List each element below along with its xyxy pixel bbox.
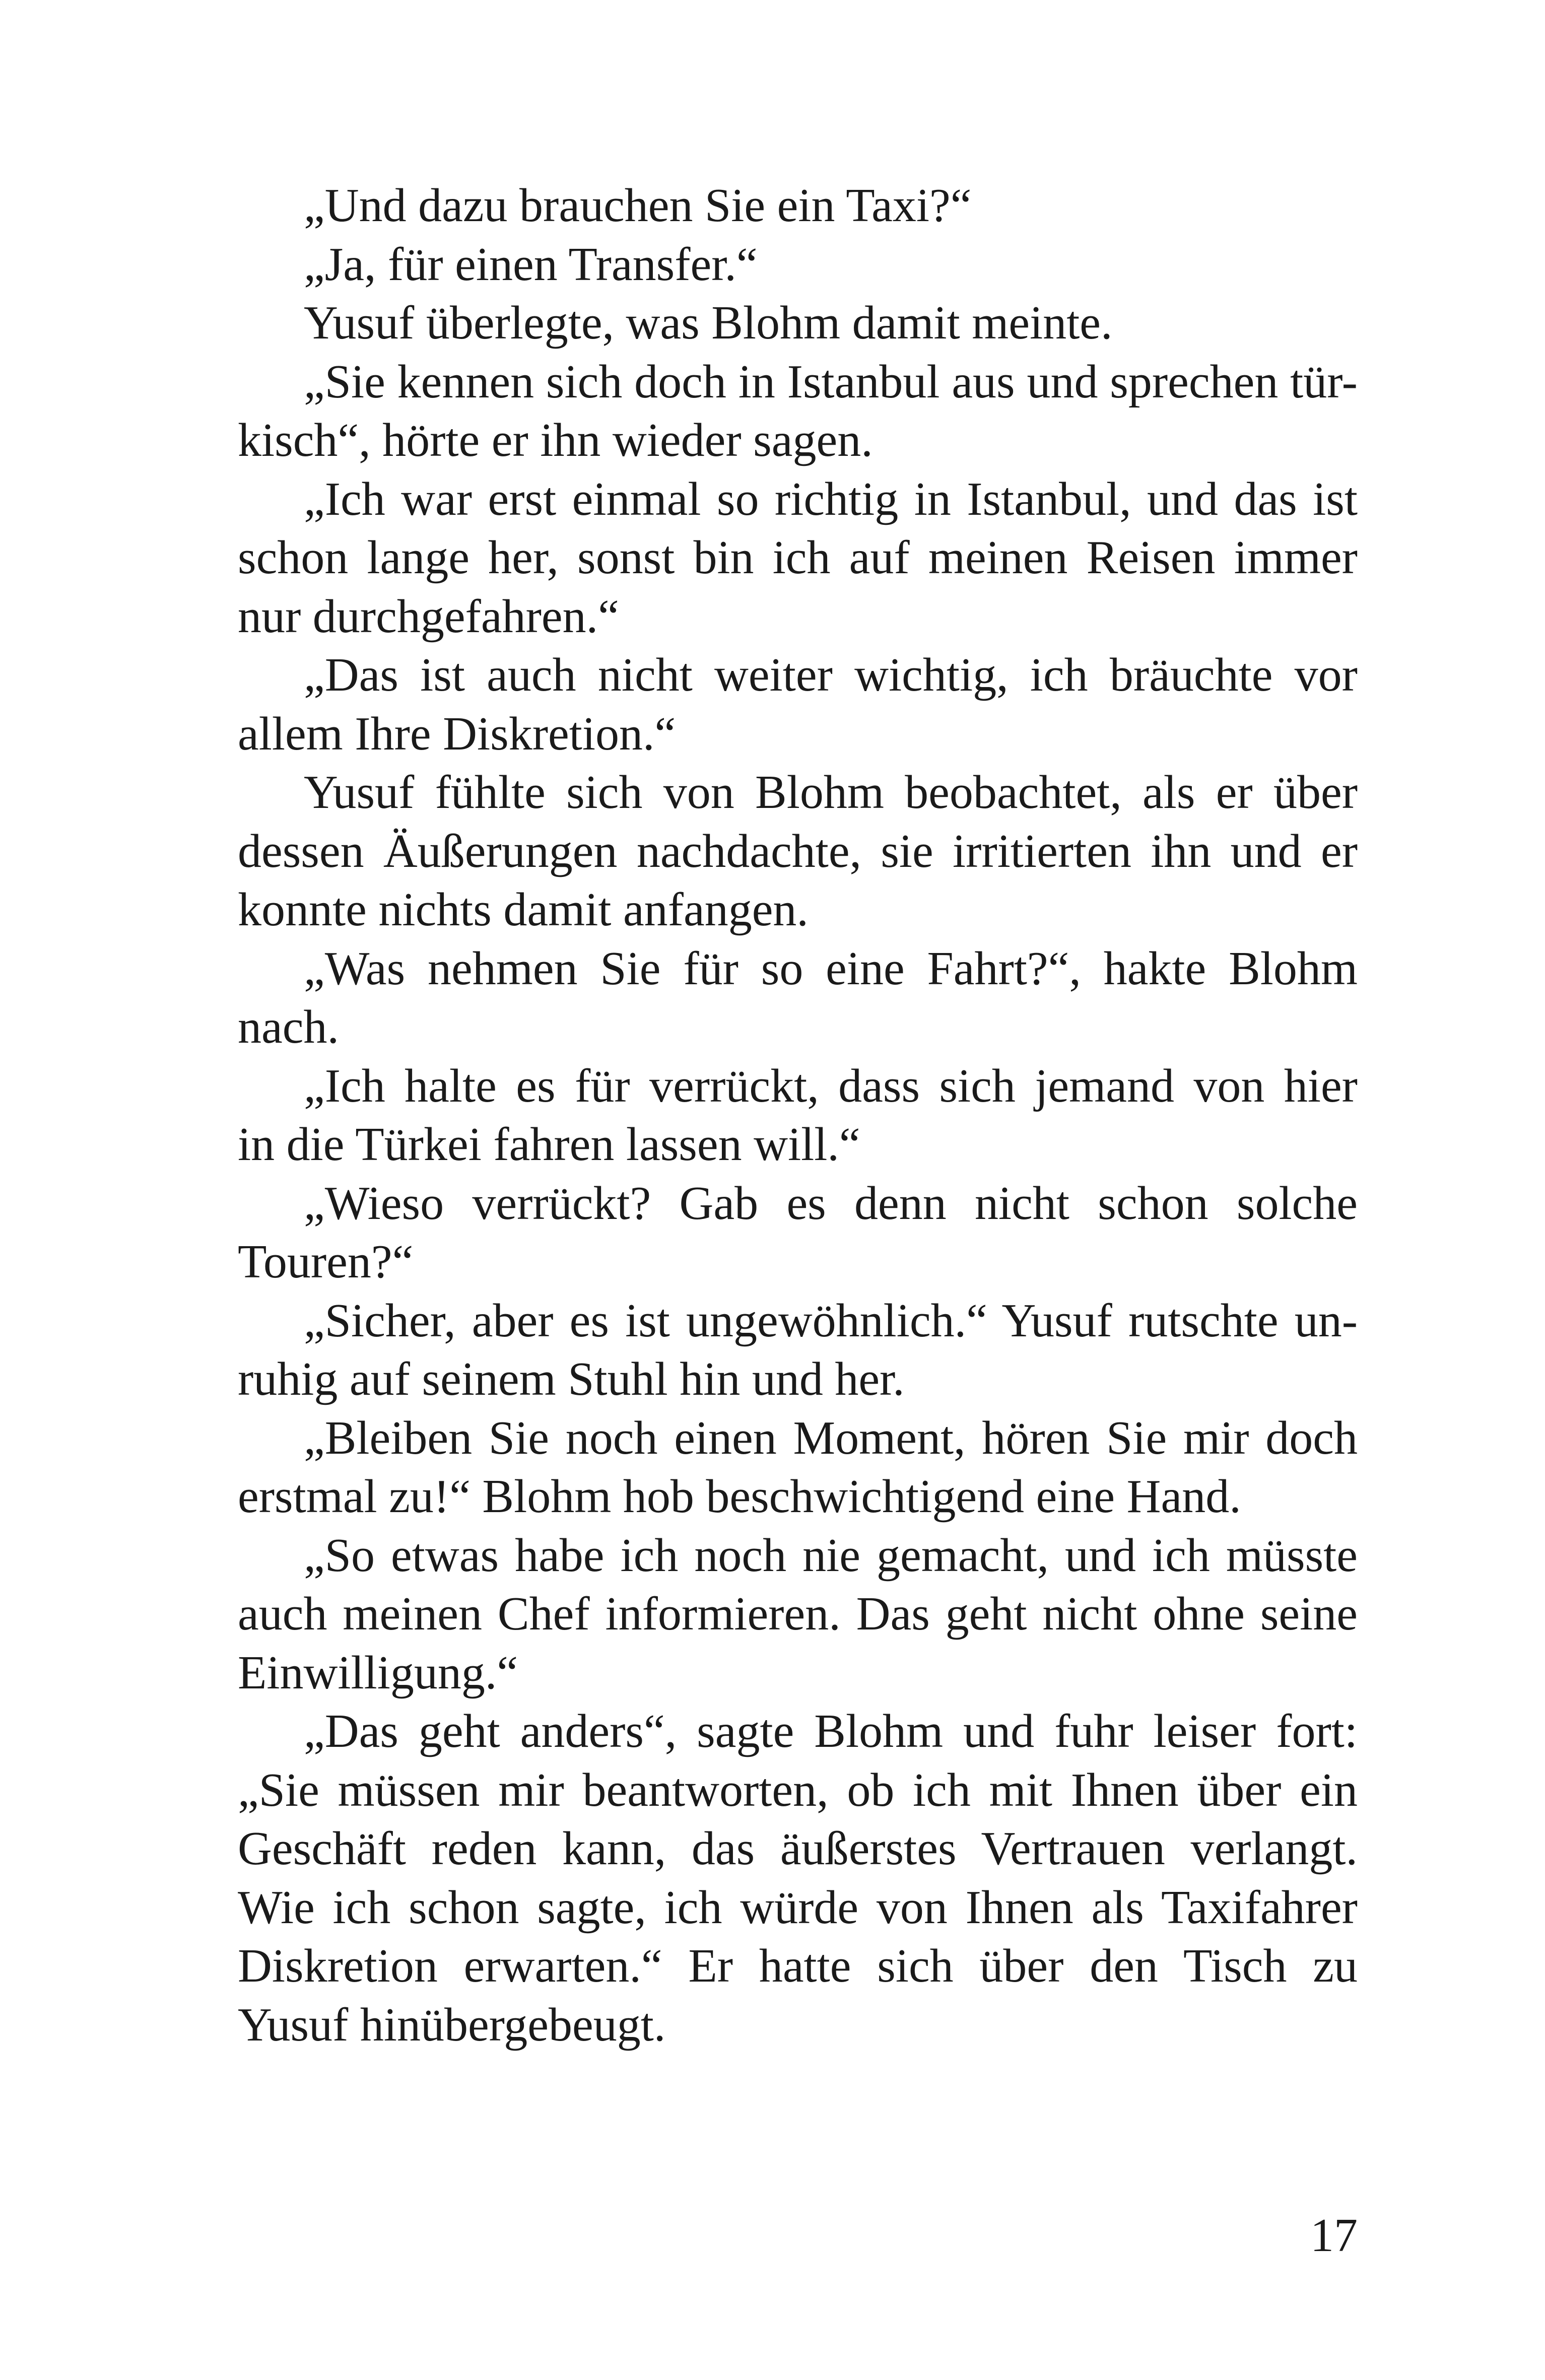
text-line: allem Ihre Diskretion.“ [238,707,676,760]
text-line: dessen Äußerungen nachdachte, sie irritierten ihn und er [238,825,1358,877]
text-line: schon lange her, sonst bin ich auf meinen Reisen immer [238,531,1358,584]
text-line: erstmal zu!“ Blohm hob beschwichtigend eine Hand. [238,1470,1241,1523]
text-line: „Ich halte es für verrückt, dass sich jemand von hier [304,1059,1358,1112]
text-line: ruhig auf seinem Stuhl hin und her. [238,1353,905,1405]
text-line: „Ja, für einen Transfer.“ [304,238,758,291]
text-line: auch meinen Chef informieren. Das geht nicht ohne seine [238,1588,1358,1640]
text-line: „Ich war erst einmal so richtig in Istanbul, und das ist [304,472,1358,525]
text-line: „Das geht anders“, sagte Blohm und fuhr leiser fort: [304,1705,1358,1757]
text-line: „Das ist auch nicht weiter wichtig, ich bräuchte vor [304,649,1358,701]
text-line: Geschäft reden kann, das äußerstes Vertrauen verlangt. [238,1822,1358,1875]
text-line: „Was nehmen Sie für so eine Fahrt?“, hakte Blohm [304,942,1358,995]
text-line: Einwilligung.“ [238,1646,518,1699]
text-line: konnte nichts damit anfangen. [238,883,809,936]
text-line: „Und dazu brauchen Sie ein Taxi?“ [304,179,972,232]
text-line: Wie ich schon sagte, ich würde von Ihnen als Taxifahrer [238,1881,1358,1934]
text-line: Yusuf hinübergebeugt. [238,1998,666,2051]
text-line: „Wieso verrückt? Gab es denn nicht schon solche [304,1177,1358,1230]
text-line: „Sie müssen mir beantworten, ob ich mit Ihnen über ein [238,1763,1358,1816]
text-line: „Sicher, aber es ist ungewöhnlich.“ Yusuf rutschte un- [304,1294,1358,1347]
text-line: nur durchgefahren.“ [238,590,619,643]
text-line: Touren?“ [238,1236,414,1288]
text-line: „So etwas habe ich noch nie gemacht, und ich müsste [304,1529,1358,1582]
text-line: in die Türkei fahren lassen will.“ [238,1118,860,1171]
text-line: „Bleiben Sie noch einen Moment, hören Sie mir doch [304,1411,1358,1464]
text-line: Diskretion erwarten.“ Er hatte sich über den Tisch zu [238,1940,1358,1992]
text-line: Yusuf überlegte, was Blohm damit meinte. [304,297,1113,349]
page-number: 17 [1310,2209,1358,2262]
body-text [238,176,1358,2054]
text-line: nach. [238,1001,339,1053]
text-line: kisch“, hörte er ihn wieder sagen. [238,414,873,466]
text-line: „Sie kennen sich doch in Istanbul aus und sprechen tür- [304,355,1358,408]
text-line: Yusuf fühlte sich von Blohm beobachtet, als er über [304,766,1358,819]
